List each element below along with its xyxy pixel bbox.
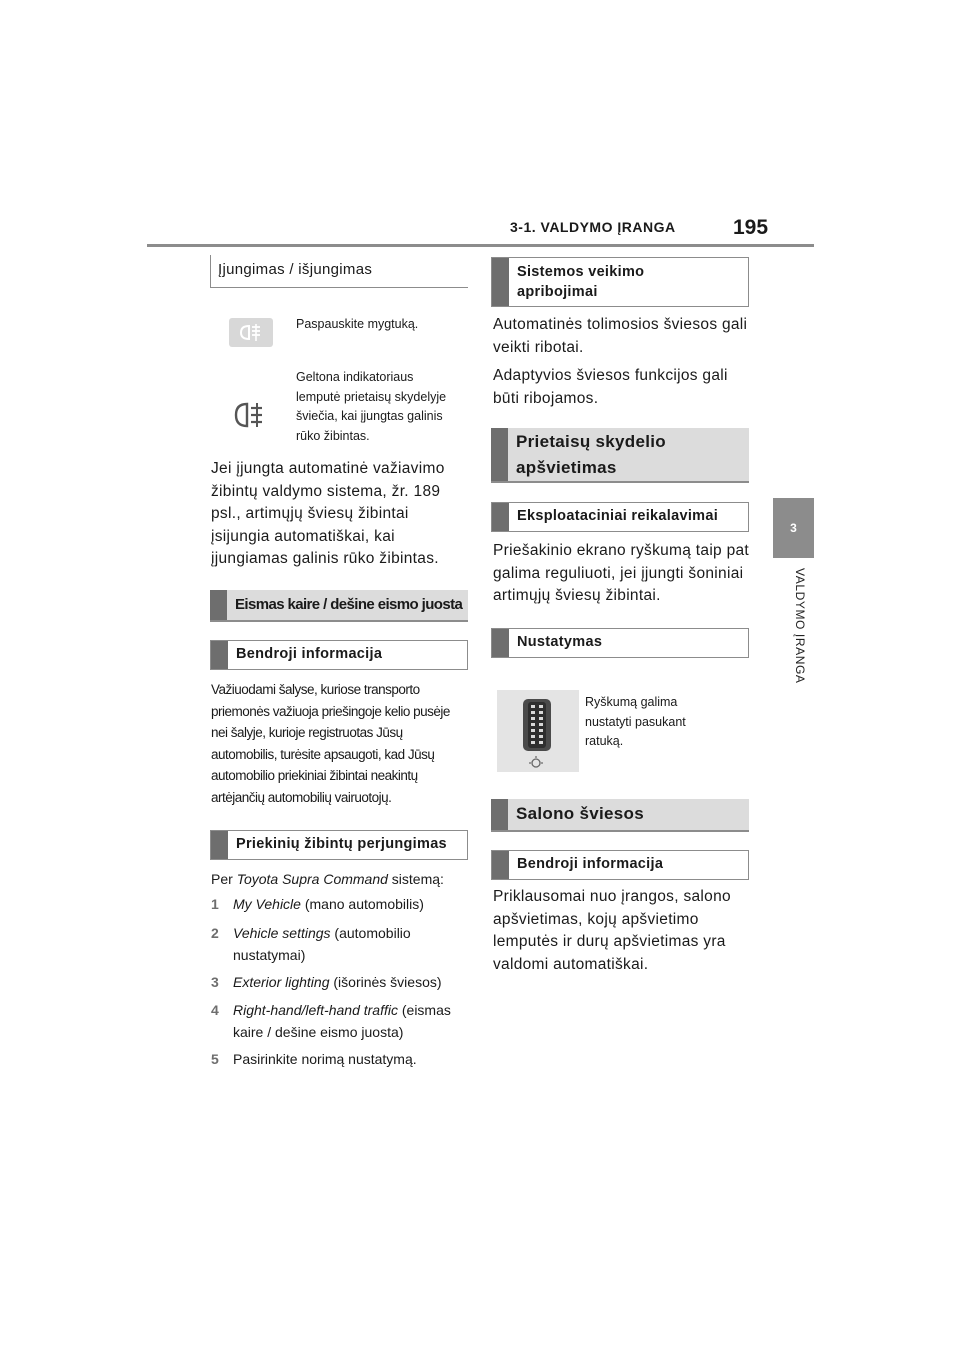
requirements-heading: Eksploataciniai reikalavimai (491, 502, 749, 532)
step-5: 5 Pasirinkite norimą nustatymą. (211, 1051, 417, 1067)
rear-fog-indicator-icon (229, 397, 273, 433)
on-off-heading (210, 255, 468, 288)
setting-heading: Nustatymas (491, 628, 749, 658)
running-header-section: 3-1. VALDYMO ĮRANGA (510, 219, 676, 235)
general-info-paragraph: Važiuodami šalyse, kuriose transporto priemonės važiuoja priešingoje kelio pusėje nei šalyje, kurioje registruotas Jūsų automobilis, turėsite apsaugoti, kad Jūsų automobilio priekiniai žibintai neakintų artėjančių automobilių vairuotojų. (211, 682, 450, 805)
traffic-side-heading: Eismas kaire / dešine eismo juosta (210, 590, 468, 622)
on-off-heading-text: Įjungimas / išjungimas (218, 261, 373, 278)
step-2: 2 Vehicle settings (automobilio nustatymai) (211, 925, 411, 963)
step-1: 1 My Vehicle (mano automobilis) (211, 896, 424, 912)
step-3: 3 Exterior lighting (išorinės šviesos) (211, 974, 442, 990)
step-4: 4 Right-hand/left-hand traffic (eismas kaire / dešine eismo juosta) (211, 1002, 451, 1040)
wheel-description: Ryškumą galima nustatyti pasukant ratuką. (585, 695, 686, 748)
interior-lights-heading: Salono šviesos (491, 799, 749, 832)
page-number: 195 (733, 216, 769, 239)
limits-paragraph: Automatinės tolimosios šviesos gali veikti ribotai. Adaptyvios šviesos funkcijos gali būti ribojamos. (493, 316, 748, 407)
general-info-heading-left: Bendroji informacija (210, 640, 468, 670)
chapter-tab-number: 3 (773, 498, 814, 558)
interior-paragraph: Priklausomai nuo įrangos, salono apšvietimas, kojų apšvietimo lemputės ir durų apšvietimas yra valdomi automatiškai. (493, 888, 731, 973)
general-info-heading-right: Bendroji informacija (491, 850, 749, 880)
header-rule (147, 244, 814, 247)
instrument-lighting-heading: Prietaisų skydelio apšvietimas (491, 428, 749, 483)
system-limits-heading: Sistemos veikimo apribojimai (491, 257, 749, 307)
brightness-wheel-icon (497, 690, 579, 772)
requirements-paragraph: Priešakinio ekrano ryškumą taip pat galima reguliuoti, jei įjungti šoniniai artimųjų šviesų žibintai. (493, 542, 750, 604)
chapter-tab-label: VALDYMO ĮRANGA (793, 568, 807, 684)
press-button-text: Paspauskite mygtuką. (296, 317, 419, 331)
indicator-description: Geltona indikatoriaus lemputė prietaisų skydelyje šviečia, kai įjungtas galinis rūko žibintas. (296, 370, 447, 443)
via-command-line: Per Toyota Supra Command sistemą: (211, 871, 444, 887)
auto-lighting-paragraph: Jei įjungta automatinė važiavimo žibintų valdymo sistema, žr. 189 psl., artimųjų šviesų žibintai įsijungia automatiškai, kai įjungiamas galinis rūko žibintas. (211, 460, 445, 567)
fog-light-button-icon (229, 318, 273, 347)
headlight-switch-heading: Priekinių žibintų perjungimas (210, 830, 468, 860)
